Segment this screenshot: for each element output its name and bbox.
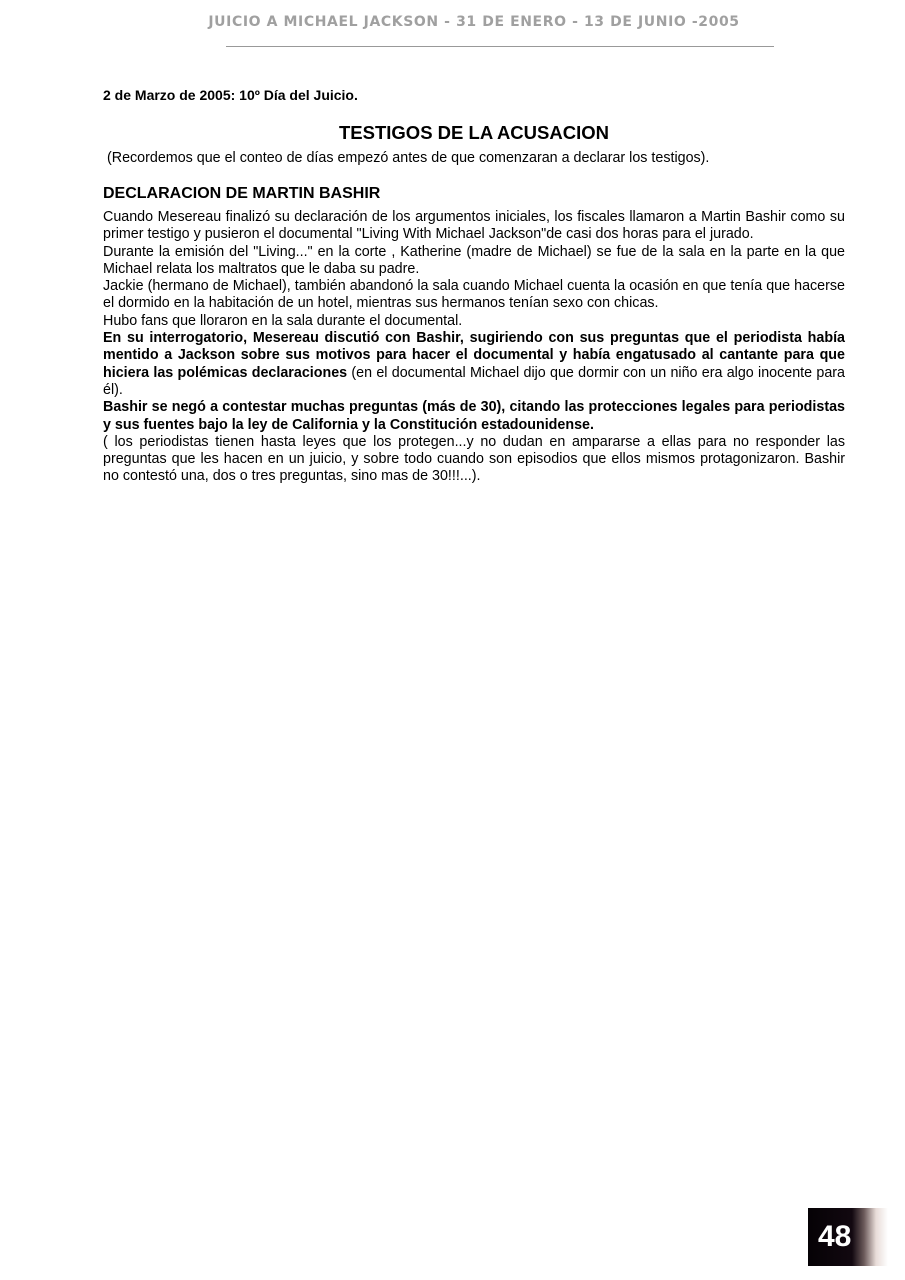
section-heading: DECLARACION DE MARTIN BASHIR	[103, 185, 381, 202]
bold-text: En su interrogatorio, Mesereau discutió con Bashir, sugiriendo con sus preguntas que el periodista había mentido a Jackson sobre sus motivos para hacer el documental y había engatusado al cantante para que hiciera las polémicas declaraciones	[103, 330, 845, 381]
paragraph: Hubo fans que lloraron en la sala durante el documental.	[103, 312, 463, 329]
page-number: 48	[818, 1220, 852, 1253]
paragraph	[103, 399, 845, 434]
page-title: TESTIGOS DE LA ACUSACION	[339, 122, 609, 143]
bold-text: Bashir se negó a contestar muchas preguntas (más de 30), citando las protecciones legales para periodistas y sus fuentes bajo la ley de California y la Constitución estadounidense.	[103, 399, 845, 433]
running-header: JUICIO A MICHAEL JACKSON - 31 DE ENERO - 13 DE JUNIO -2005	[208, 14, 740, 30]
paragraph: Durante la emisión del "Living..." en la corte , Katherine (madre de Michael) se fue de la sala en la parte en la que Michael relata los maltratos que le daba su padre.	[103, 243, 845, 277]
paragraph: Cuando Mesereau finalizó su declaración de los argumentos iniciales, los fiscales llamaron a Martin Bashir como su primer testigo y pusieron el documental "Living With Michael Jackson"de casi dos horas para el jurado.	[103, 209, 845, 243]
paragraph: ( los periodistas tienen hasta leyes que los protegen...y no dudan en ampararse a ellas para no responder las preguntas que les hacen en un juicio, y sobre todo cuando son episodios que ellos mismos protagonizaron. Bashir no contestó una, dos o tres preguntas, sino mas de 30!!!...).	[103, 433, 845, 485]
date-line: 2 de Marzo de 2005: 10º Día del Juicio.	[103, 87, 358, 103]
body-text	[103, 209, 845, 486]
note: (Recordemos que el conteo de días empezó antes de que comenzaran a declarar los testigos).	[107, 150, 710, 166]
header-rule	[226, 46, 774, 47]
page-number-badge	[808, 1208, 888, 1266]
paragraph: Jackie (hermano de Michael), también abandonó la sala cuando Michael cuenta la ocasión en que tenía que hacerse el dormido en la habitación de un hotel, mientras sus hermanos tenían sexo con chicas.	[103, 278, 845, 312]
text: (en el documental Michael dijo que dormir con un niño era algo inocente para él).	[103, 364, 845, 398]
paragraph	[103, 330, 845, 399]
